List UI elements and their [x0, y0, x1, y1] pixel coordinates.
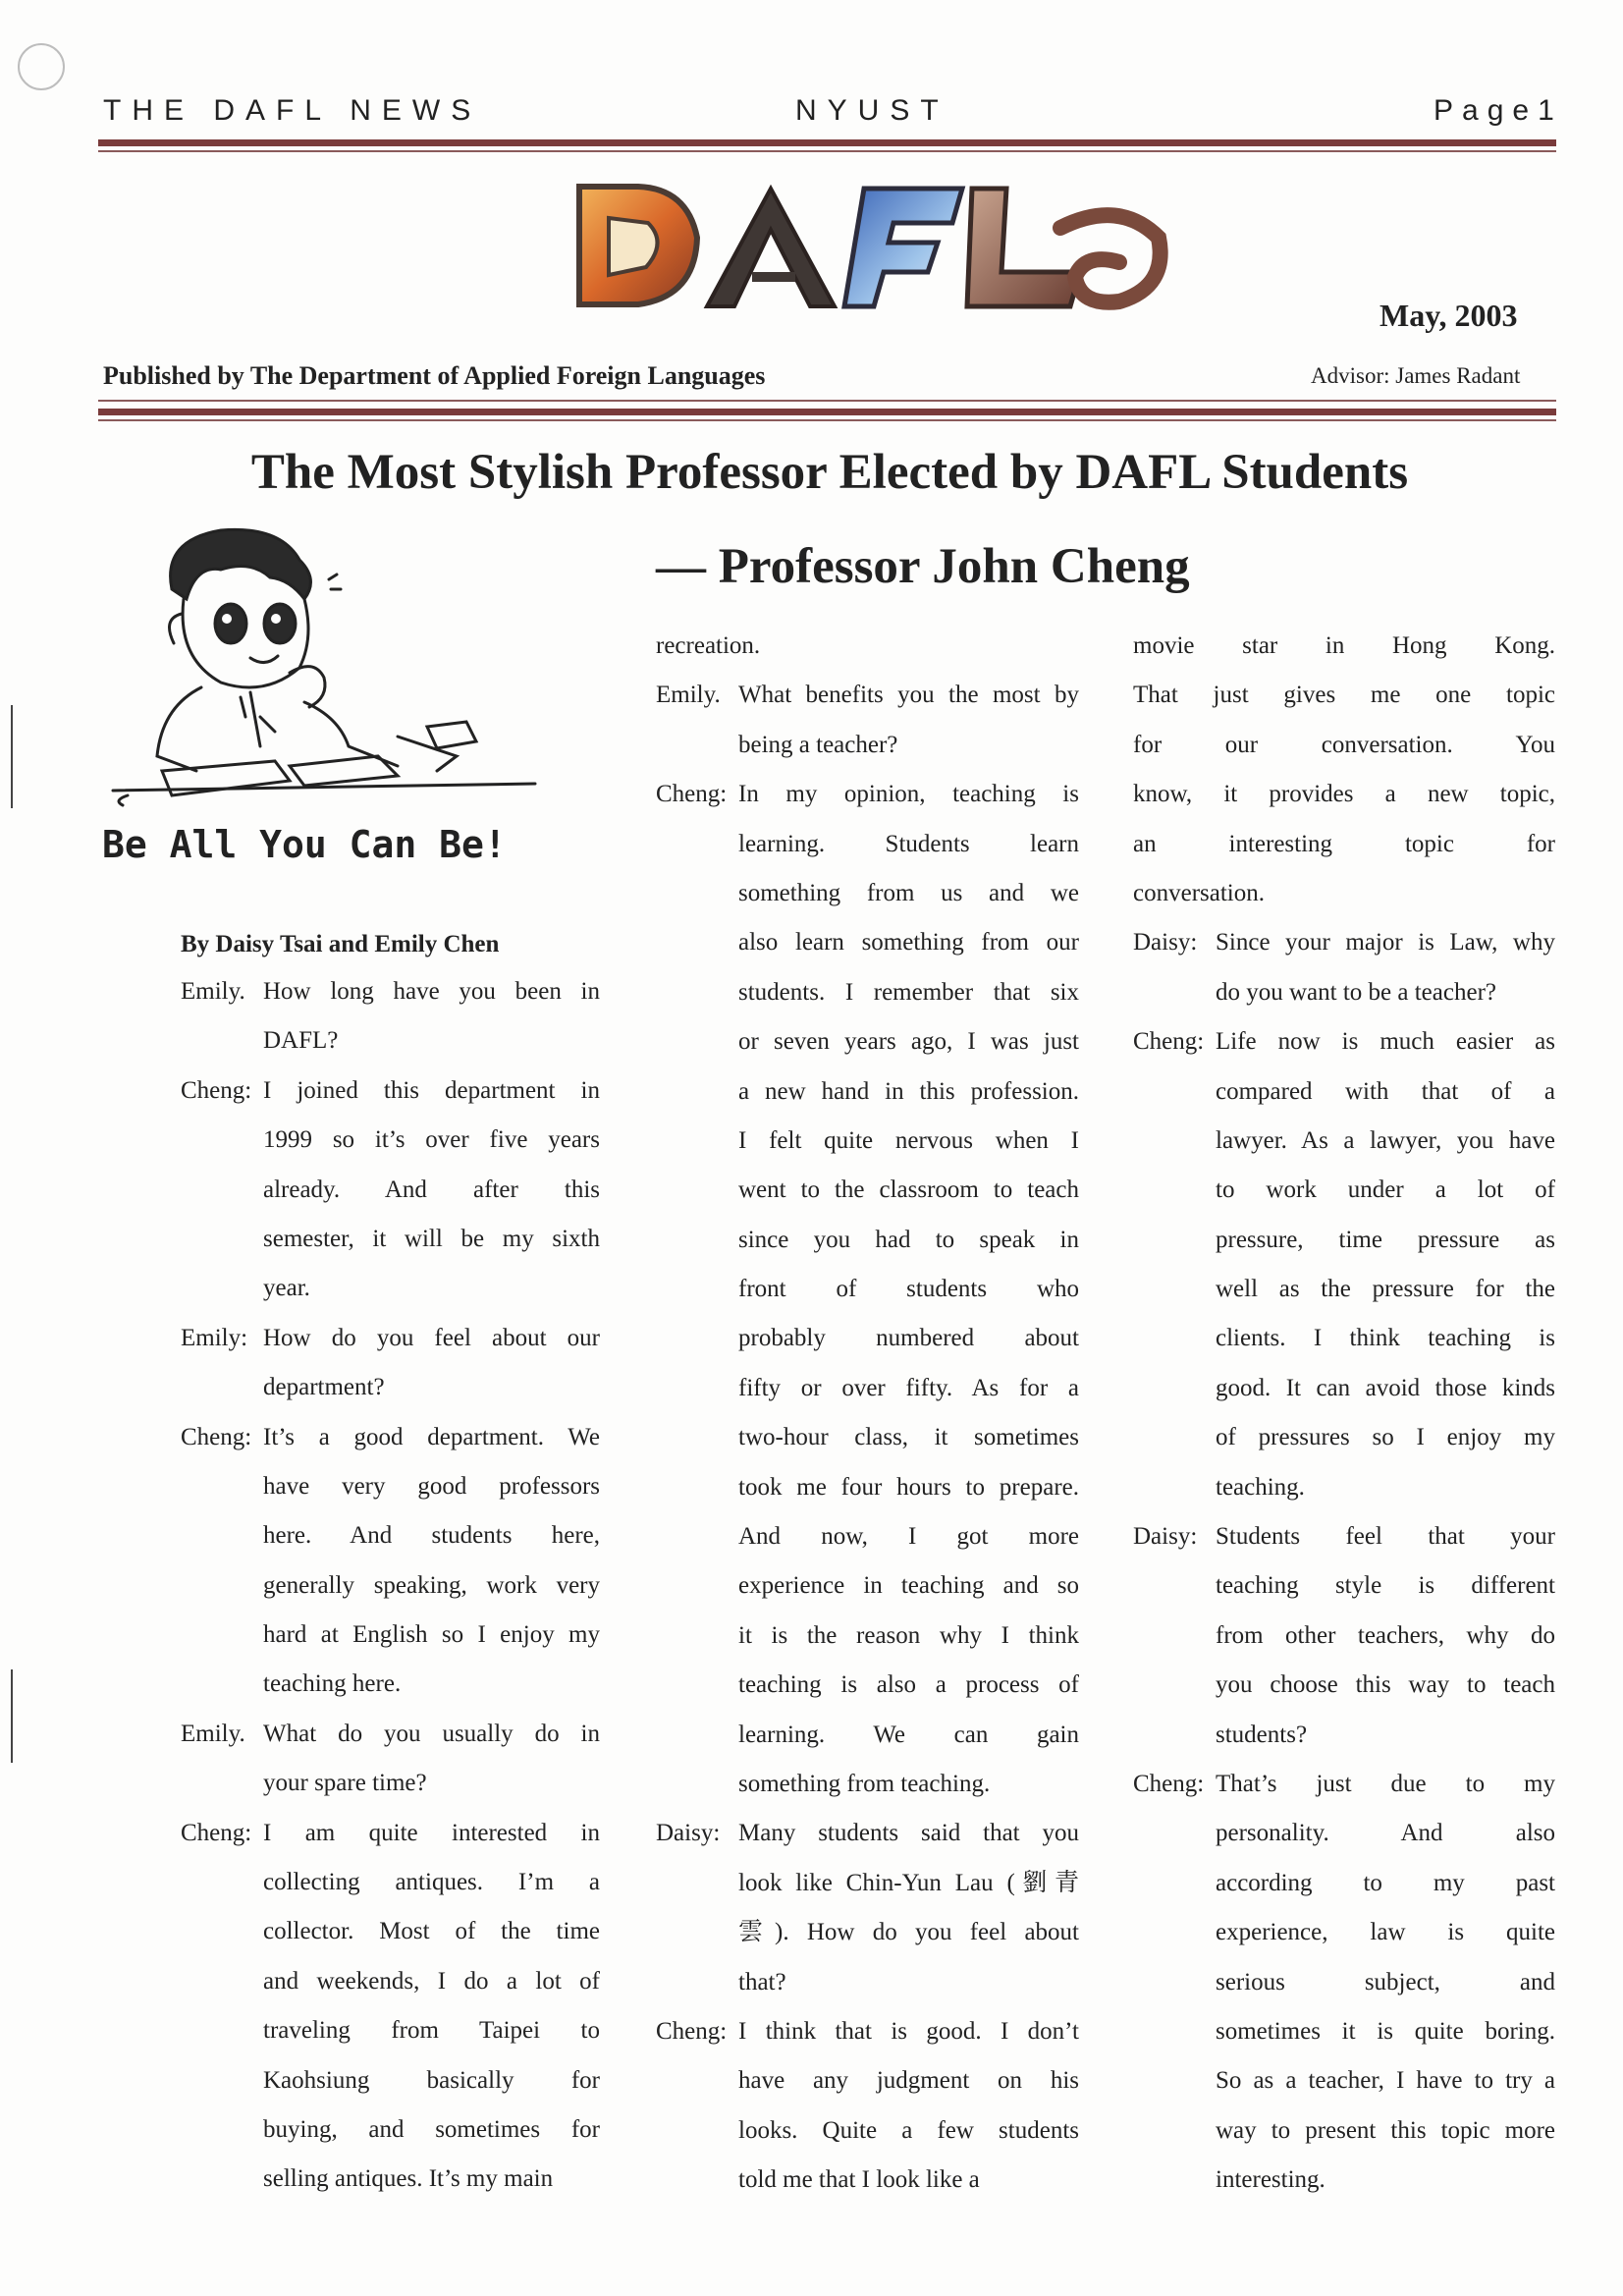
text-line: compared with that of a: [1216, 1077, 1555, 1105]
dialogue-entry: [181, 967, 600, 1066]
dialogue-text: [738, 770, 1079, 1809]
dialogue-text: [738, 2007, 1079, 2206]
dafl-logo: [569, 169, 1188, 326]
text-line: according to my past: [1216, 1869, 1555, 1896]
text-line: serious subject, and: [1216, 1968, 1555, 1995]
text-line: I think that is good. I don’t: [738, 2017, 1079, 2045]
text-line: or seven years ago, I was just: [738, 1028, 1079, 1056]
dialogue-text: [1216, 918, 1555, 1017]
text-line: generally speaking, work very: [263, 1571, 600, 1599]
text-line: clients. I think teaching is: [1216, 1325, 1555, 1352]
text-line: How do you feel about our: [263, 1324, 600, 1351]
text-line: know, it provides a new topic,: [1133, 781, 1555, 808]
speaker-name: Emily:: [181, 1324, 248, 1351]
dialogue-entry: [181, 1710, 600, 1809]
dialogue-text: [656, 622, 1079, 671]
text-line: also learn something from our: [738, 929, 1079, 957]
text-line: your spare time?: [263, 1770, 427, 1797]
dialogue-text: [1216, 1512, 1555, 1760]
text-line: Students feel that your: [1216, 1523, 1555, 1551]
text-line: sometimes it is quite boring.: [1216, 2017, 1555, 2045]
cartoon-illustration: [103, 520, 540, 820]
header-school: NYUST: [795, 94, 949, 127]
text-line: experience in teaching and so: [738, 1572, 1079, 1600]
dialogue-text: [263, 1710, 600, 1809]
text-line: have very good professors: [263, 1472, 600, 1500]
text-line: interesting.: [1216, 2166, 1325, 2194]
text-line: Many students said that you: [738, 1820, 1079, 1847]
text-line: teaching is also a process of: [738, 1671, 1079, 1699]
dialogue-entry: [1133, 918, 1555, 1017]
page-number: Page1: [1434, 94, 1563, 127]
speaker-name: Emily.: [656, 682, 721, 709]
text-line: and weekends, I do a lot of: [263, 1967, 600, 1995]
dialogue-text: [263, 1066, 600, 1314]
speaker-name: Daisy:: [656, 1820, 721, 1847]
text-line: went to the classroom to teach: [738, 1176, 1079, 1204]
text-line: good. It can avoid those kinds: [1216, 1374, 1555, 1401]
text-line: What do you usually do in: [263, 1720, 600, 1747]
text-line: How long have you been in: [263, 978, 600, 1005]
text-line: front of students who: [738, 1276, 1079, 1303]
text-line: 1999 so it’s over five years: [263, 1126, 600, 1154]
text-line: That’s just due to my: [1216, 1770, 1555, 1797]
text-line: an interesting topic for: [1133, 830, 1555, 857]
speaker-name: Cheng:: [181, 1076, 252, 1104]
text-line: 雲). How do you feel about: [738, 1919, 1079, 1946]
dialogue-text: [738, 671, 1079, 770]
speaker-name: Cheng:: [181, 1819, 252, 1846]
scan-edge-mark: [11, 1669, 13, 1763]
header-rule: [98, 139, 1556, 146]
dialogue-text: [738, 1809, 1079, 2007]
text-line: experience, law is quite: [1216, 1919, 1555, 1946]
text-line: look like Chin-Yun Lau (劉青: [738, 1869, 1079, 1896]
text-line: already. And after this: [263, 1175, 600, 1203]
text-line: Life now is much easier as: [1216, 1028, 1555, 1056]
dialogue-entry: [656, 770, 1079, 1809]
article-byline: By Daisy Tsai and Emily Chen: [181, 931, 500, 957]
text-line: told me that I look like a: [738, 2166, 980, 2194]
text-line: collector. Most of the time: [263, 1918, 600, 1945]
scan-hole-mark: [18, 43, 65, 90]
dialogue-entry: [181, 1413, 600, 1710]
speaker-name: Emily.: [181, 978, 245, 1005]
text-line: collecting antiques. I’m a: [263, 1869, 600, 1896]
header-rule-thin: [98, 150, 1556, 152]
text-line: teaching style is different: [1216, 1572, 1555, 1600]
text-line: hard at English so I enjoy my: [263, 1621, 600, 1649]
text-line: recreation.: [656, 632, 761, 659]
speaker-name: Cheng:: [656, 2017, 728, 2045]
dialogue-entry: [181, 1066, 600, 1314]
text-line: something from us and we: [738, 879, 1079, 906]
text-line: fifty or over fifty. As for a: [738, 1374, 1079, 1401]
dialogue-entry: [656, 622, 1079, 671]
text-line: students. I remember that six: [738, 978, 1079, 1006]
dialogue-entry: [1133, 622, 1555, 918]
dialogue-text: [263, 1809, 600, 2205]
text-line: And now, I got more: [738, 1523, 1079, 1551]
dialogue-text: [1216, 1017, 1555, 1512]
text-line: way to present this topic more: [1216, 2116, 1555, 2144]
speaker-name: Cheng:: [181, 1423, 252, 1450]
text-line: That just gives me one topic: [1133, 682, 1555, 709]
column-1: [181, 967, 600, 2205]
dialogue-entry: [656, 2007, 1079, 2206]
text-line: learning. We can gain: [738, 1721, 1079, 1748]
speaker-name: Cheng:: [1133, 1028, 1205, 1056]
text-line: movie star in Hong Kong.: [1133, 632, 1555, 659]
text-line: you choose this way to teach: [1216, 1671, 1555, 1699]
text-line: semester, it will be my sixth: [263, 1225, 600, 1252]
issue-date: May, 2003: [1380, 298, 1518, 333]
text-line: since you had to speak in: [738, 1226, 1079, 1253]
text-line: buying, and sometimes for: [263, 2115, 600, 2143]
text-line: personality. And also: [1216, 1820, 1555, 1847]
text-line: it is the reason why I think: [738, 1621, 1079, 1649]
masthead-rule-thin: [98, 400, 1556, 402]
text-line: two-hour class, it sometimes: [738, 1424, 1079, 1451]
text-line: well as the pressure for the: [1216, 1276, 1555, 1303]
text-line: It’s a good department. We: [263, 1423, 600, 1450]
dialogue-text: [1216, 1760, 1555, 2206]
text-line: probably numbered about: [738, 1325, 1079, 1352]
dialogue-entry: [656, 1809, 1079, 2007]
text-line: teaching.: [1216, 1473, 1305, 1501]
dialogue-text: [263, 1314, 600, 1413]
text-line: a new hand in this profession.: [738, 1077, 1079, 1105]
dialogue-text: [263, 1413, 600, 1710]
text-line: Kaohsiung basically for: [263, 2066, 600, 2094]
speaker-name: Daisy:: [1133, 929, 1198, 957]
dialogue-entry: [656, 671, 1079, 770]
text-line: do you want to be a teacher?: [1216, 978, 1496, 1006]
text-line: from other teachers, why do: [1216, 1621, 1555, 1649]
text-line: In my opinion, teaching is: [738, 781, 1079, 808]
dialogue-entry: [1133, 1017, 1555, 1512]
publisher-line: Published by The Department of Applied Foreign Languages: [103, 361, 766, 390]
dialogue-text: [1133, 622, 1555, 918]
speaker-name: Daisy:: [1133, 1523, 1198, 1551]
cartoon-motto: Be All You Can Be!: [102, 823, 507, 866]
text-line: teaching here.: [263, 1670, 402, 1698]
speaker-name: Cheng:: [1133, 1770, 1205, 1797]
text-line: selling antiques. It’s my main: [263, 2165, 554, 2193]
text-line: something from teaching.: [738, 1770, 991, 1797]
text-line: learning. Students learn: [738, 830, 1079, 857]
text-line: conversation.: [1133, 879, 1265, 906]
dialogue-entry: [1133, 1760, 1555, 2206]
text-line: to work under a lot of: [1216, 1176, 1555, 1204]
text-line: I joined this department in: [263, 1076, 600, 1104]
masthead-rule-thin-lower: [98, 419, 1556, 421]
text-line: Since your major is Law, why: [1216, 929, 1555, 957]
text-line: of pressures so I enjoy my: [1216, 1424, 1555, 1451]
column-2: [656, 622, 1079, 2206]
text-line: took me four hours to prepare.: [738, 1473, 1079, 1501]
speaker-name: Emily.: [181, 1720, 245, 1747]
text-line: lawyer. As a lawyer, you have: [1216, 1126, 1555, 1154]
column-3: [1133, 622, 1555, 2206]
text-line: department?: [263, 1374, 385, 1401]
dialogue-entry: [181, 1809, 600, 2205]
text-line: being a teacher?: [738, 731, 898, 758]
text-line: I am quite interested in: [263, 1819, 600, 1846]
text-line: So as a teacher, I have to try a: [1216, 2067, 1555, 2095]
text-line: I felt quite nervous when I: [738, 1126, 1079, 1154]
text-line: students?: [1216, 1721, 1308, 1748]
dialogue-text: [263, 967, 600, 1066]
text-line: traveling from Taipei to: [263, 2017, 600, 2045]
speaker-name: Cheng:: [656, 781, 728, 808]
text-line: DAFL?: [263, 1027, 339, 1055]
dialogue-entry: [1133, 1512, 1555, 1760]
text-line: pressure, time pressure as: [1216, 1226, 1555, 1253]
masthead-rule: [98, 409, 1556, 415]
article-subtitle: — Professor John Cheng: [656, 539, 1190, 594]
dialogue-entry: [181, 1314, 600, 1413]
article-title: The Most Stylish Professor Elected by DAFL Students: [250, 445, 1409, 500]
newsletter-name: THE DAFL NEWS: [103, 94, 482, 127]
text-line: looks. Quite a few students: [738, 2116, 1079, 2144]
text-line: year.: [263, 1275, 310, 1302]
text-line: for our conversation. You: [1133, 731, 1555, 758]
text-line: here. And students here,: [263, 1522, 600, 1550]
scan-edge-mark: [11, 705, 13, 808]
text-line: What benefits you the most by: [738, 682, 1079, 709]
advisor-line: Advisor: James Radant: [1311, 363, 1521, 388]
text-line: that?: [738, 1968, 786, 1995]
text-line: have any judgment on his: [738, 2067, 1079, 2095]
